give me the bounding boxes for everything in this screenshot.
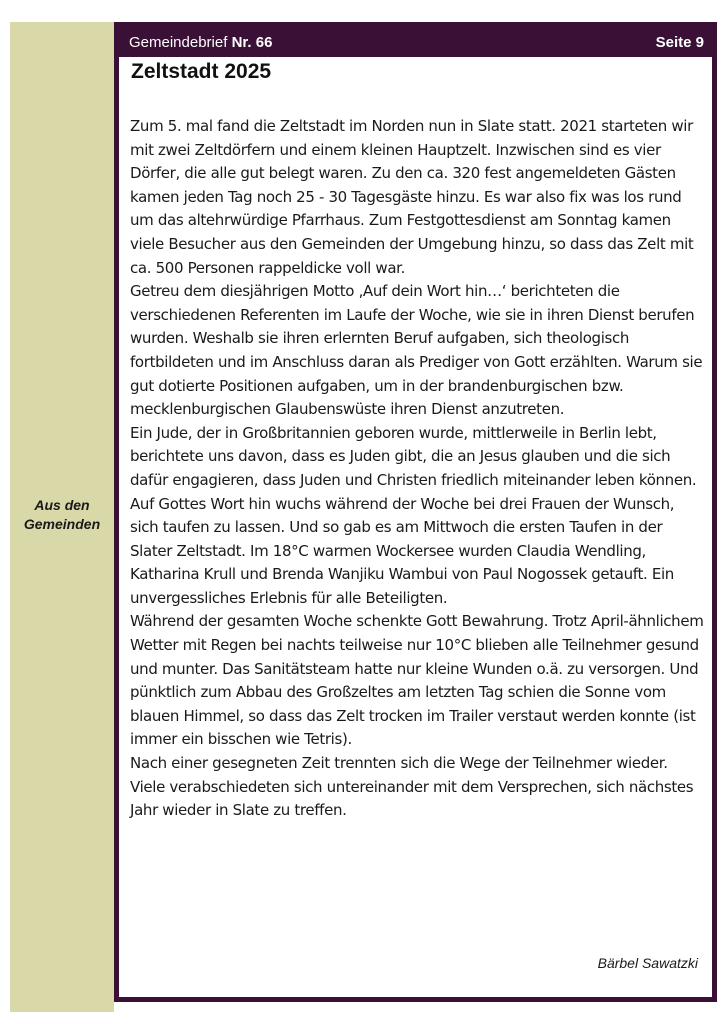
article-paragraph: Ein Jude, der in Großbritannien geboren wurde, mittlerweile in Berlin lebt, berichtete uns davon, dass es Juden gibt, die an Jesus glauben und die sich dafür engagieren, dass Juden und Christen friedlich miteinander leben können.	[130, 423, 697, 489]
newsletter-id	[129, 34, 272, 51]
article-paragraph: Auf Gottes Wort hin wuchs während der Woche bei drei Frauen der Wunsch, sich taufen zu lassen. Und so gab es am Mittwoch die ersten Taufen in der Slater Zeltstadt. Im 18°C warmen Wockersee wurden Claudia Wendling, Katharina Krull und Brenda Wanjiku Wambui von Paul Nogossek getauft. Ein unvergessliches Erlebnis für alle Beteiligten.	[130, 494, 675, 607]
article-paragraph: Nach einer gesegneten Zeit trennten sich die Wege der Teilnehmer wieder. Viele verabschiedeten sich untereinander mit dem Versprechen, sich nächstes Jahr wieder in Slate zu treffen.	[130, 754, 694, 820]
article-paragraph: Getreu dem diesjährigen Motto ‚Auf dein Wort hin…‘ berichteten die verschiedenen Referenten im Laufe der Woche, wie sie in ihren Dienst berufen wurden. Weshalb sie ihren erlernten Beruf aufgaben, sich theologisch fortbildeten und im Anschluss daran als Prediger von Gott erzählten. Warum sie gut dotierte Positionen aufgaben, um in der brandenburgischen bzw. mecklenburgischen Glaubenswüste ihren Dienst anzutreten.	[130, 282, 703, 419]
article-body	[130, 115, 705, 823]
issue-number: Nr. 66	[231, 33, 273, 51]
section-label-line2: Gemeinden	[23, 516, 101, 532]
article-paragraph: Zum 5. mal fand die Zeltstadt im Norden nun in Slate statt. 2021 starteten wir mit zwei Zeltdörfern und einem kleinen Hauptzelt. Inzwischen sind es vier Dörfer, die alle gut belegt waren. Zu den ca. 320 fest angemeldeten Gästen kamen jeden Tag noch 25 - 30 Tagesgäste hinzu. Es war also fix was los rund um das altehrwürdige Pfarrhaus. Zum Festgottesdienst am Sonntag kamen viele Besucher aus den Gemeinden der Umgebung hinzu, so dass das Zelt mit ca. 500 Personen rappeldicke voll war.	[130, 117, 694, 277]
header-bar	[119, 27, 712, 57]
section-sidebar	[10, 22, 114, 1012]
section-label	[10, 496, 114, 534]
page-number: Seite 9	[655, 33, 704, 51]
page-frame	[114, 22, 717, 1002]
article-author: Bärbel Sawatzki	[597, 955, 698, 971]
newsletter-label: Gemeindebrief	[129, 33, 228, 51]
article-paragraph: Während der gesamten Woche schenkte Gott Bewahrung. Trotz April-ähnlichem Wetter mit Regen bei nachts teilweise nur 10°C blieben alle Teilnehmer gesund und munter. Das Sanitätsteam hatte nur kleine Wunden o.ä. zu versorgen. Und pünktlich zum Abbau des Großzeltes am letzten Tag schien die Sonne vom blauen Himmel, so dass das Zelt trocken im Trailer verstaut werden konnte (ist immer ein bisschen wie Tetris).	[130, 612, 704, 749]
section-label-line1: Aus den	[34, 497, 90, 513]
article-title: Zeltstadt 2025	[131, 60, 272, 83]
